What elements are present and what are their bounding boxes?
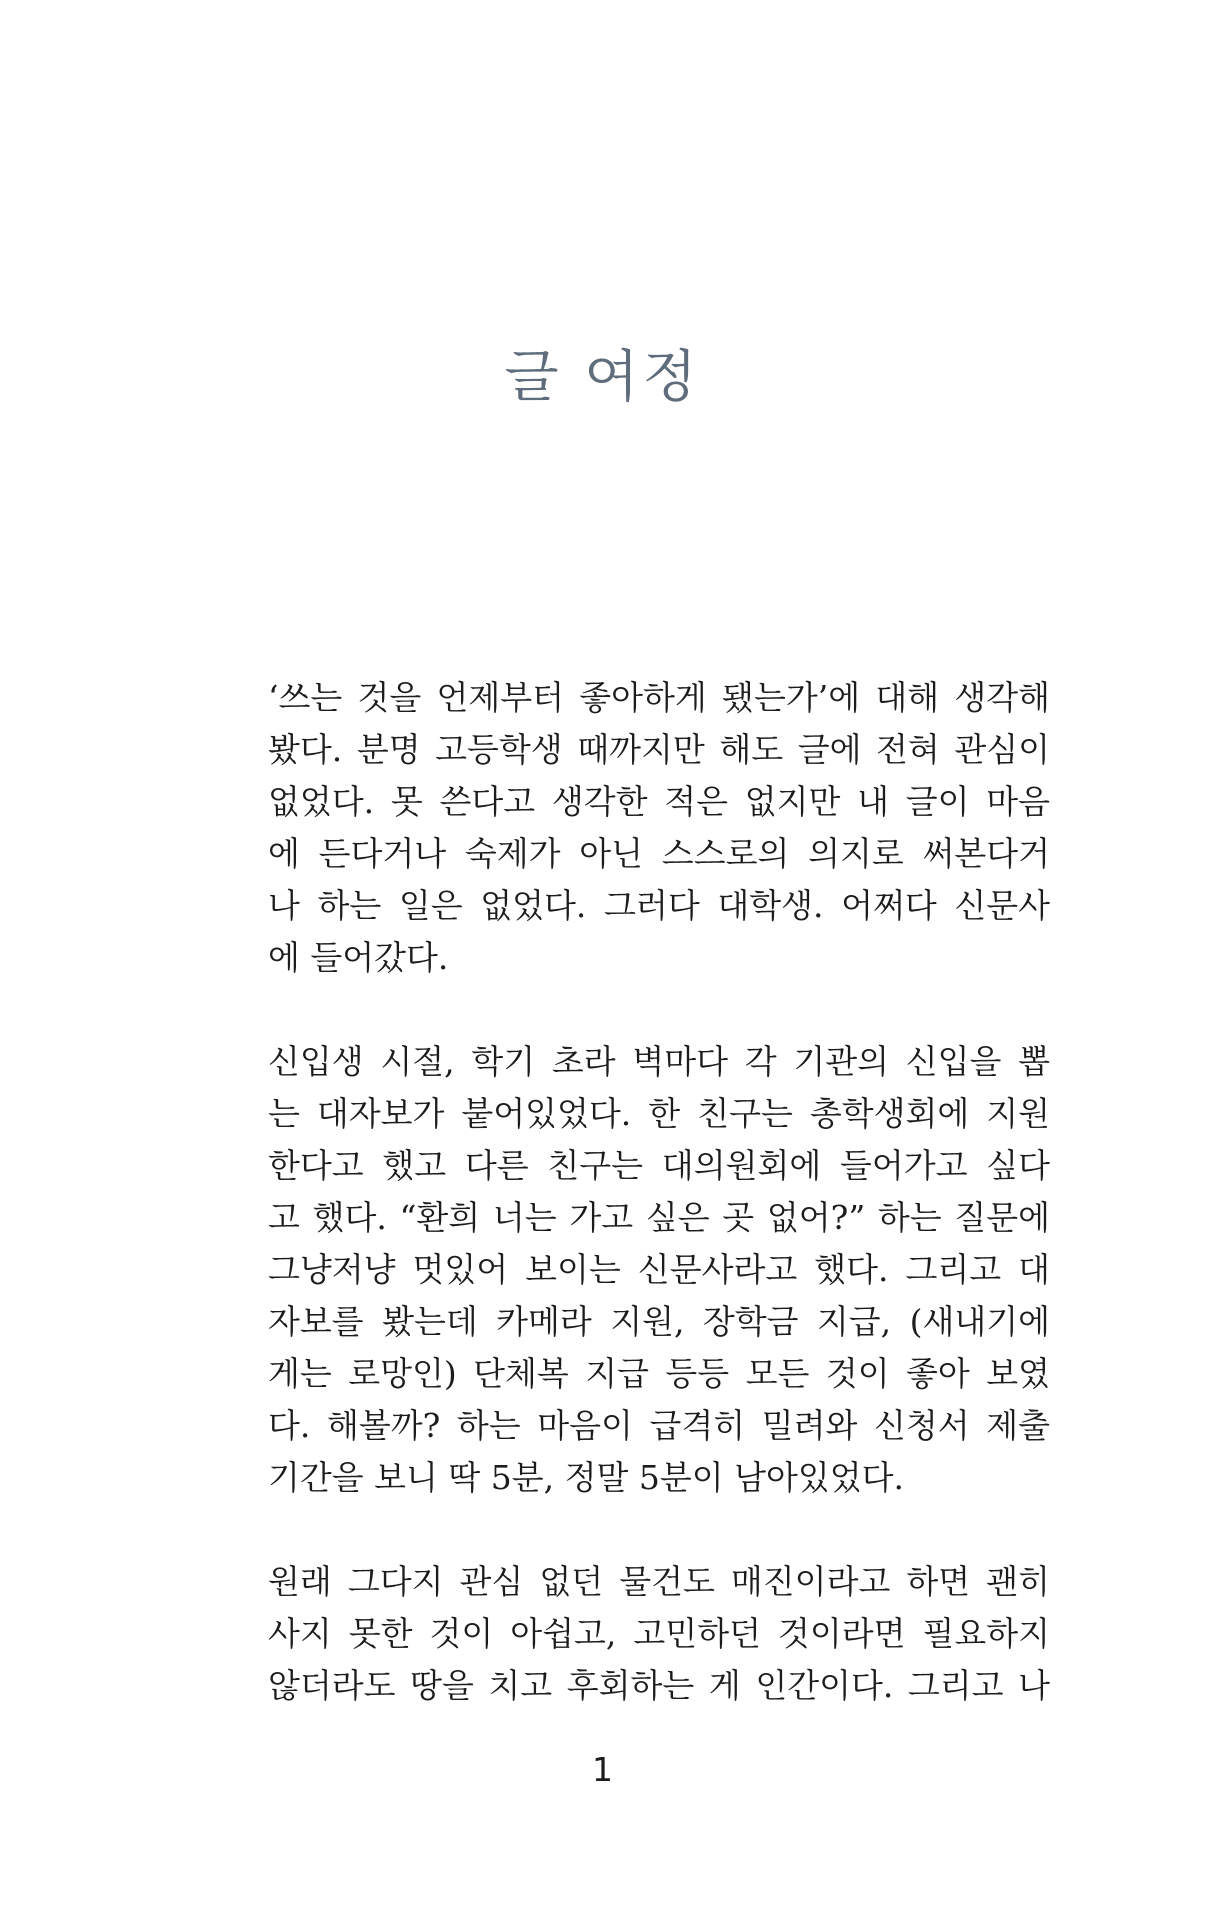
paragraph-1 bbox=[268, 672, 1050, 984]
text-line: 자보를 봤는데 카메라 지원, 장학금 지급, (새내기에 bbox=[268, 1302, 1050, 1341]
page-number: 1 bbox=[592, 1750, 613, 1789]
text-line: 다. 해볼까? 하는 마음이 급격히 밀려와 신청서 제출 bbox=[268, 1406, 1050, 1445]
paragraph-3 bbox=[268, 1556, 1050, 1712]
text-line: 에 든다거나 숙제가 아닌 스스로의 의지로 써본다거 bbox=[268, 834, 1050, 873]
chapter-title: 글 여정 bbox=[504, 345, 701, 410]
text-line: 그냥저냥 멋있어 보이는 신문사라고 했다. 그리고 대 bbox=[268, 1250, 1050, 1289]
body-text bbox=[268, 672, 1050, 1764]
paragraph-2 bbox=[268, 1036, 1050, 1504]
text-line: 나 하는 일은 없었다. 그러다 대학생. 어쩌다 신문사 bbox=[268, 886, 1050, 925]
text-line: 에 들어갔다. bbox=[268, 938, 449, 977]
text-line: 않더라도 땅을 치고 후회하는 게 인간이다. 그리고 나 bbox=[268, 1666, 1050, 1705]
text-line: 게는 로망인) 단체복 지급 등등 모든 것이 좋아 보였 bbox=[268, 1354, 1050, 1393]
text-line: ‘쓰는 것을 언제부터 좋아하게 됐는가’에 대해 생각해 bbox=[268, 678, 1050, 717]
text-line: 한다고 했고 다른 친구는 대의원회에 들어가고 싶다 bbox=[268, 1146, 1050, 1185]
text-line: 사지 못한 것이 아쉽고, 고민하던 것이라면 필요하지 bbox=[268, 1614, 1050, 1653]
text-line: 기간을 보니 딱 5분, 정말 5분이 남아있었다. bbox=[268, 1458, 904, 1497]
text-line: 원래 그다지 관심 없던 물건도 매진이라고 하면 괜히 bbox=[268, 1562, 1050, 1601]
text-line: 봤다. 분명 고등학생 때까지만 해도 글에 전혀 관심이 bbox=[268, 730, 1050, 769]
text-line: 는 대자보가 붙어있었다. 한 친구는 총학생회에 지원 bbox=[268, 1094, 1050, 1133]
text-line: 고 했다. “환희 너는 가고 싶은 곳 없어?” 하는 질문에 bbox=[268, 1198, 1050, 1237]
text-line: 없었다. 못 쓴다고 생각한 적은 없지만 내 글이 마음 bbox=[268, 782, 1050, 821]
text-line: 신입생 시절, 학기 초라 벽마다 각 기관의 신입을 뽑 bbox=[268, 1042, 1050, 1081]
